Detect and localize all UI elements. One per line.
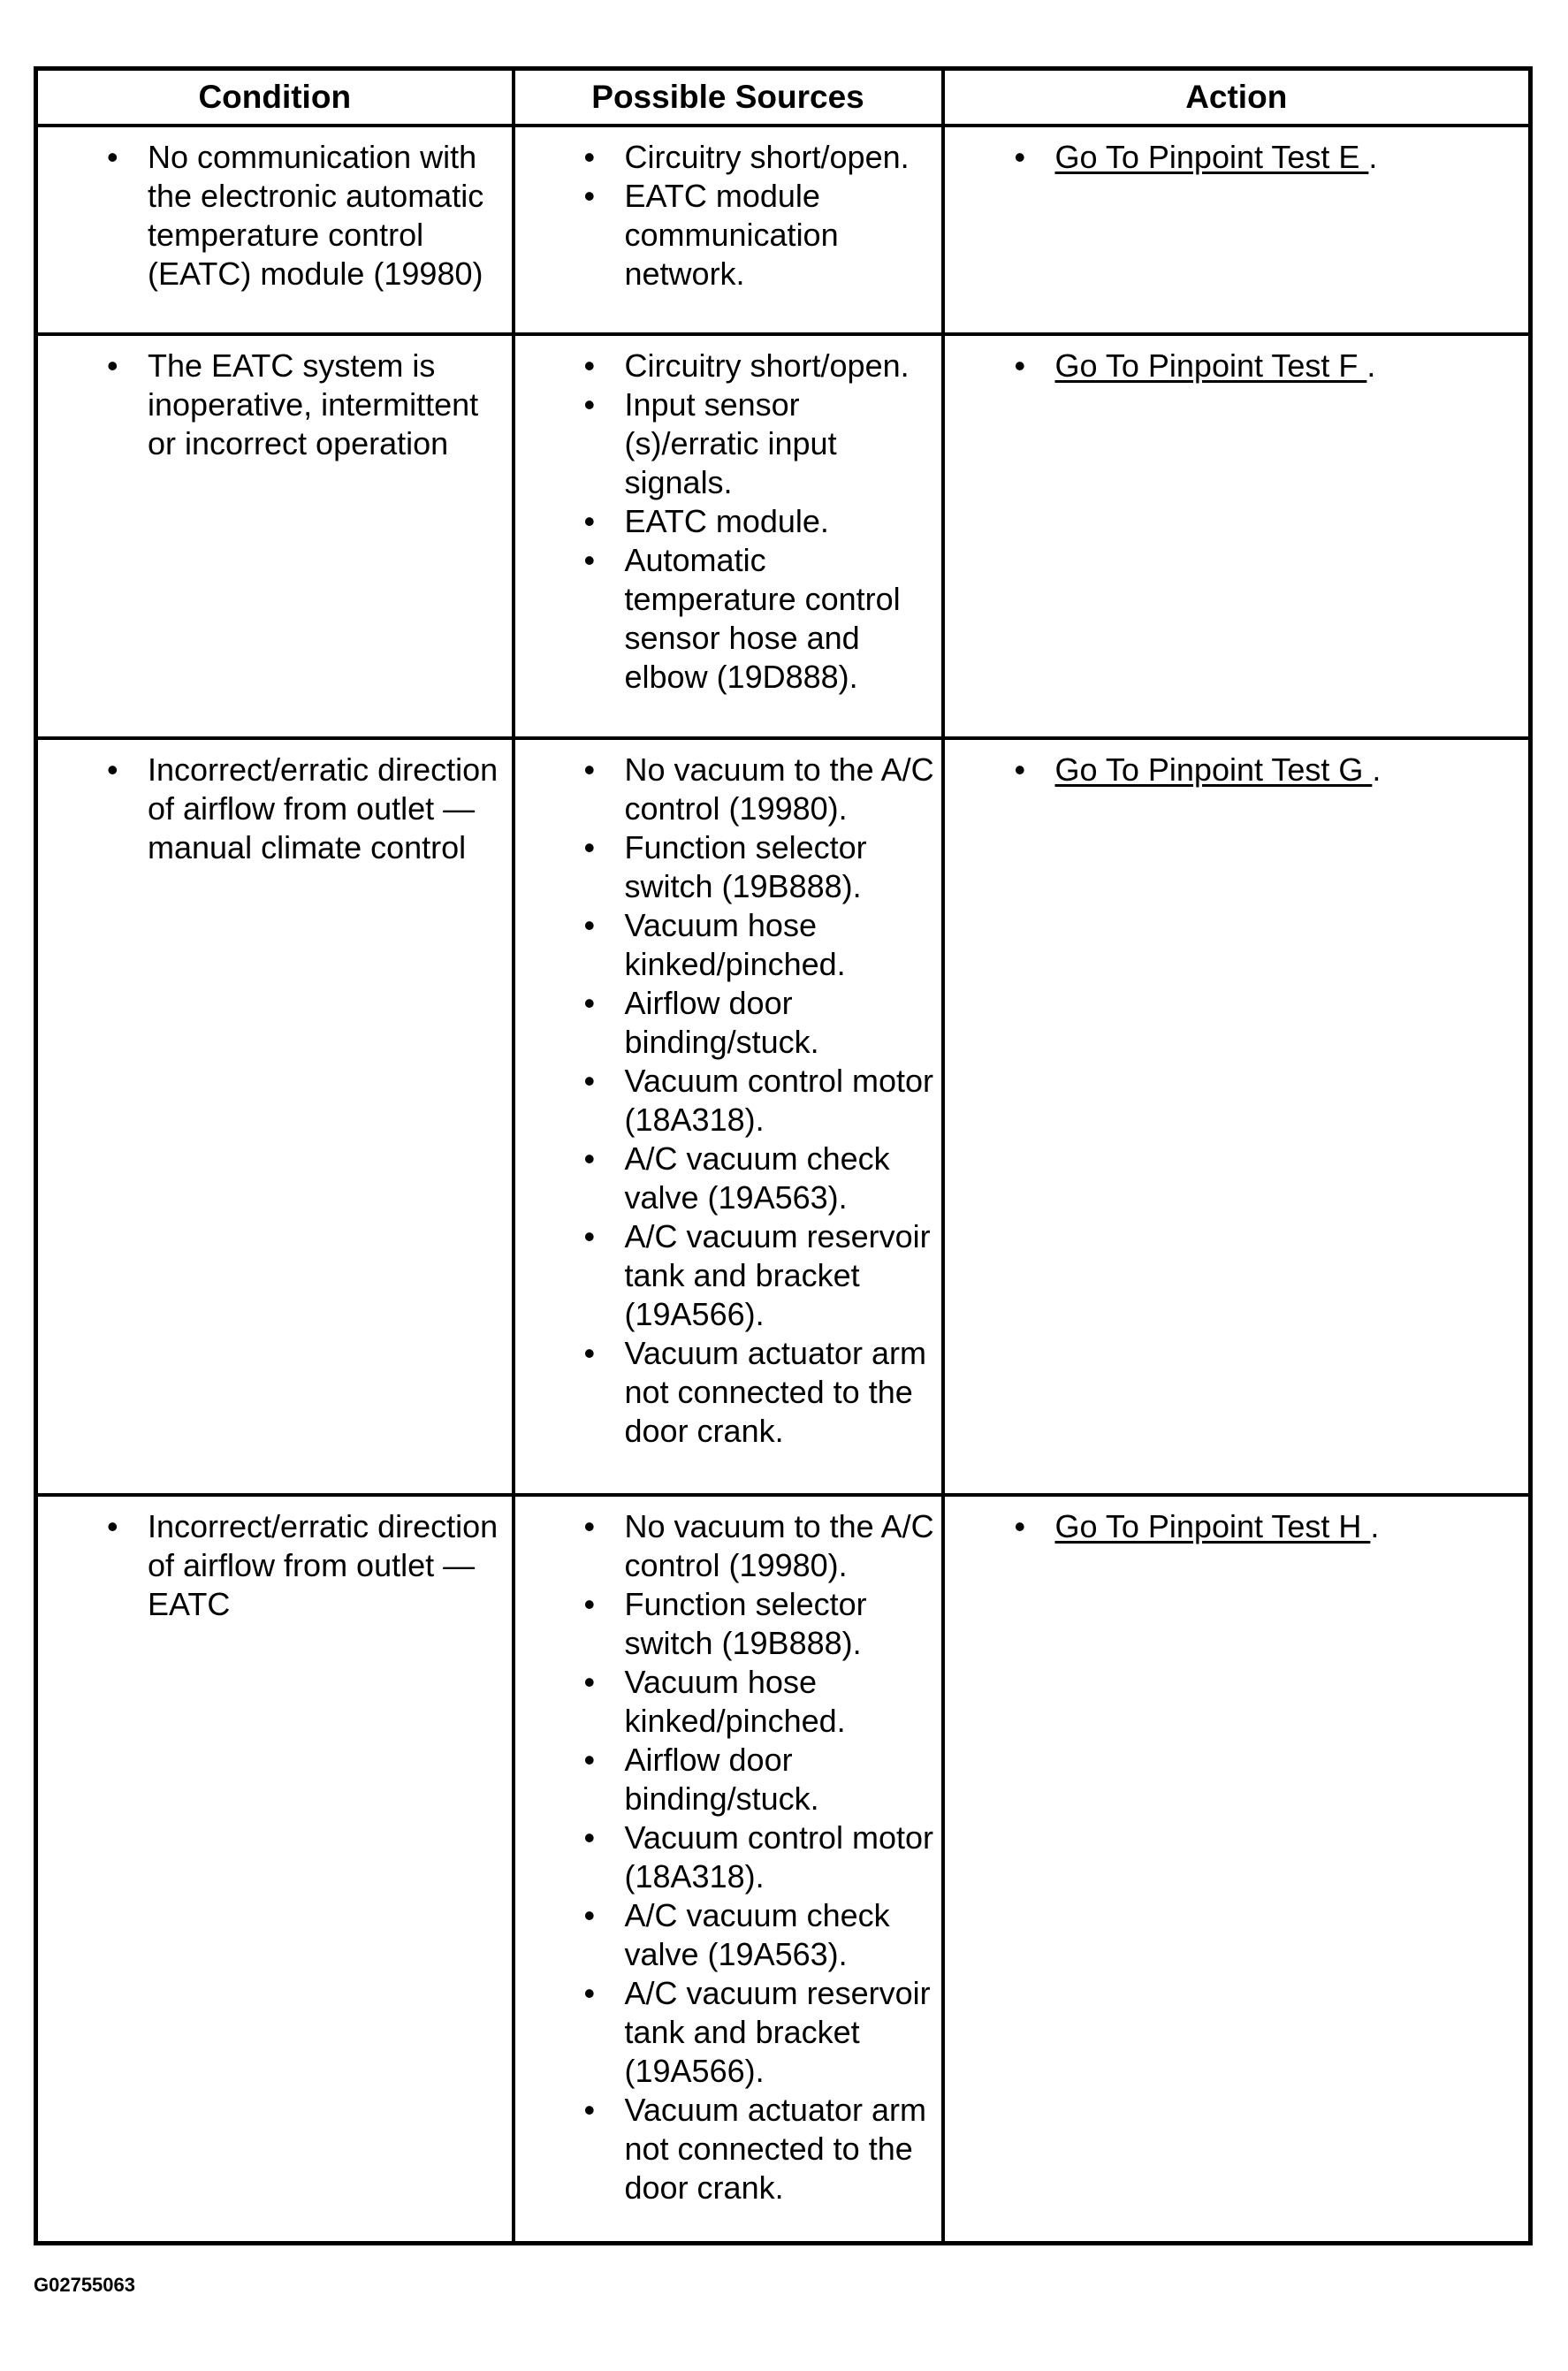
- action-cell: [943, 1495, 1531, 2244]
- condition-cell: [36, 738, 514, 1495]
- pinpoint-test-link[interactable]: Go To Pinpoint Test H: [1054, 1508, 1371, 1544]
- figure-id: G02755063: [34, 2274, 135, 2296]
- action-cell: [943, 738, 1531, 1495]
- header-possible-sources: Possible Sources: [514, 69, 943, 126]
- condition-cell: [36, 1495, 514, 2244]
- action-suffix: .: [1370, 1508, 1380, 1544]
- condition-list: [38, 127, 512, 294]
- source-item: • A/C vacuum reservoir tank and bracket (19A566).: [625, 1974, 936, 2091]
- action-item: [1055, 347, 1524, 385]
- sources-cell: [514, 738, 943, 1495]
- source-item: • Vacuum hose kinked/pinched.: [625, 1663, 936, 1741]
- source-item: • Vacuum control motor (18A318).: [625, 1818, 936, 1896]
- condition-cell: [36, 334, 514, 738]
- action-list: [945, 1497, 1529, 1546]
- condition-list: [38, 740, 512, 867]
- source-item: • A/C vacuum check valve (19A563).: [625, 1140, 936, 1217]
- table-row: [36, 738, 1531, 1495]
- source-item: • A/C vacuum check valve (19A563).: [625, 1896, 936, 1974]
- source-item: • Circuitry short/open.: [625, 138, 936, 177]
- source-item: • Vacuum actuator arm not connected to the door crank.: [625, 2091, 936, 2207]
- sources-cell: [514, 1495, 943, 2244]
- table-body: [36, 126, 1531, 2244]
- action-list: [945, 740, 1529, 789]
- source-item: • Circuitry short/open.: [625, 347, 936, 385]
- sources-list: [515, 336, 941, 697]
- table-row: [36, 1495, 1531, 2244]
- action-suffix: .: [1366, 347, 1376, 384]
- table-row: [36, 334, 1531, 738]
- source-item: • Automatic temperature control sensor hose and elbow (19D888).: [625, 541, 936, 697]
- action-item: [1055, 1507, 1524, 1546]
- source-item: • Vacuum actuator arm not connected to the door crank.: [625, 1334, 936, 1451]
- source-item: • Input sensor (s)/erratic input signals.: [625, 385, 936, 502]
- action-list: [945, 336, 1529, 385]
- table-row: [36, 126, 1531, 334]
- action-suffix: .: [1372, 751, 1382, 788]
- source-item: • Function selector switch (19B888).: [625, 1585, 936, 1663]
- condition-list: [38, 336, 512, 463]
- action-cell: [943, 334, 1531, 738]
- pinpoint-test-link[interactable]: Go To Pinpoint Test F: [1054, 347, 1367, 384]
- source-item: • Vacuum control motor (18A318).: [625, 1062, 936, 1140]
- sources-list: [515, 127, 941, 294]
- header-action: Action: [943, 69, 1531, 126]
- source-item: • Airflow door binding/stuck.: [625, 984, 936, 1062]
- sources-list: [515, 740, 941, 1451]
- condition-item: • Incorrect/erratic direction of airflow from outlet — EATC: [148, 1507, 506, 1624]
- source-item: • Airflow door binding/stuck.: [625, 1741, 936, 1818]
- source-item: • No vacuum to the A/C control (19980).: [625, 1507, 936, 1585]
- source-item: • EATC module.: [625, 502, 936, 541]
- pinpoint-test-link[interactable]: Go To Pinpoint Test E: [1054, 139, 1369, 175]
- table-header-row: [36, 69, 1531, 126]
- pinpoint-test-link[interactable]: Go To Pinpoint Test G: [1054, 751, 1373, 788]
- source-item: • No vacuum to the A/C control (19980).: [625, 751, 936, 828]
- source-item: • Vacuum hose kinked/pinched.: [625, 906, 936, 984]
- condition-list: [38, 1497, 512, 1624]
- source-item: • EATC module communication network.: [625, 177, 936, 294]
- action-item: [1055, 751, 1524, 789]
- condition-item: • Incorrect/erratic direction of airflow from outlet — manual climate control: [148, 751, 506, 867]
- action-list: [945, 127, 1529, 177]
- source-item: • A/C vacuum reservoir tank and bracket (19A566).: [625, 1217, 936, 1334]
- condition-cell: [36, 126, 514, 334]
- diagnosis-table: [34, 66, 1533, 2245]
- action-suffix: .: [1368, 139, 1378, 175]
- sources-cell: [514, 126, 943, 334]
- action-cell: [943, 126, 1531, 334]
- condition-item: • The EATC system is inoperative, intermittent or incorrect operation: [148, 347, 506, 463]
- action-item: [1055, 138, 1524, 177]
- sources-list: [515, 1497, 941, 2207]
- source-item: • Function selector switch (19B888).: [625, 828, 936, 906]
- header-condition: Condition: [36, 69, 514, 126]
- sources-cell: [514, 334, 943, 738]
- condition-item: • No communication with the electronic automatic temperature control (EATC) module (19980): [148, 138, 506, 294]
